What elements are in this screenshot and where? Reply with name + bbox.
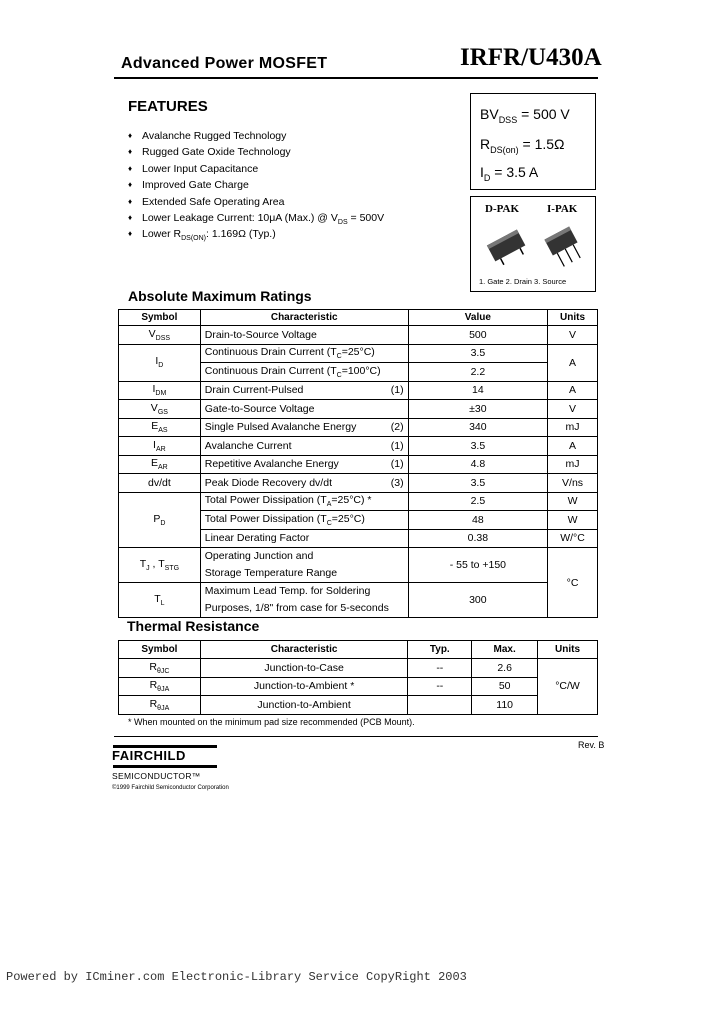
- unit-cell: °C: [548, 548, 598, 618]
- symbol-cell: $P_D$: [119, 492, 201, 548]
- symbol-cell: $V_{GS}$: [119, 400, 201, 419]
- pin-legend: 1. Gate 2. Drain 3. Source: [479, 277, 567, 286]
- thermal-table: [118, 640, 598, 715]
- characteristic-cell: Single Pulsed Avalanche Energy (2): [200, 418, 408, 437]
- table-row: [119, 696, 598, 715]
- characteristic-cell: Avalanche Current (1): [200, 437, 408, 456]
- characteristic-cell: Gate-to-Source Voltage: [200, 400, 408, 419]
- symbol-cell: dv/dt: [119, 474, 201, 493]
- characteristic-cell: Operating Junction and Storage Temperature Range: [200, 548, 408, 583]
- dpak-label: D-PAK: [485, 203, 520, 215]
- characteristic-cell: Drain Current-Pulsed (1): [200, 381, 408, 400]
- abs-max-table: [118, 309, 598, 618]
- table-row: [119, 455, 598, 474]
- characteristic-cell: Junction-to-Ambient *: [200, 677, 408, 696]
- spec-bvdss: $BV_{DSS} = 500$ V: [480, 106, 570, 125]
- value-cell: 3.5: [408, 437, 547, 456]
- value-cell: 3.5: [408, 474, 547, 493]
- table-header-row: [119, 641, 598, 659]
- col-typ: Typ.: [408, 641, 472, 659]
- unit-cell: mJ: [548, 455, 598, 474]
- spec-id: $I_D = 3.5$ A: [480, 164, 539, 183]
- symbol-cell: $I_{DM}$: [119, 381, 201, 400]
- col-symbol: Symbol: [119, 310, 201, 326]
- table-row: [119, 437, 598, 456]
- feature-item: ♦ Lower $R_{DS(ON)}$: 1.169Ω (Typ.): [128, 226, 384, 242]
- col-units: Units: [548, 310, 598, 326]
- ipak-package-icon: [544, 226, 584, 268]
- footer-rule: [114, 736, 598, 737]
- unit-cell: A: [548, 437, 598, 456]
- part-number: IRFR/U430A: [460, 44, 602, 71]
- table-row: [119, 344, 598, 363]
- characteristic-cell: Total Power Dissipation $(T_A=25^\circ C)$ *: [200, 492, 408, 511]
- value-cell: 4.8: [408, 455, 547, 474]
- characteristic-cell: Junction-to-Ambient: [200, 696, 408, 715]
- table-row: [119, 326, 598, 345]
- semiconductor-label: SEMICONDUCTOR™: [112, 771, 201, 781]
- feature-item: ♦ Avalanche Rugged Technology: [128, 128, 384, 144]
- abs-max-title: Absolute Maximum Ratings: [128, 288, 312, 304]
- feature-item: ♦ Improved Gate Charge: [128, 177, 384, 193]
- value-cell: - 55 to +150: [408, 548, 547, 583]
- unit-cell: A: [548, 344, 598, 381]
- copyright: ©1999 Fairchild Semiconductor Corporation: [112, 785, 229, 791]
- feature-item: ♦ Lower Input Capacitance: [128, 161, 384, 177]
- fairchild-logo: FAIRCHILD: [112, 748, 186, 763]
- package-illustration: [477, 219, 589, 275]
- logo-bar-bottom: [113, 765, 217, 768]
- powered-by-footer: Powered by ICminer.com Electronic-Library Service CopyRight 2003: [6, 970, 467, 984]
- characteristic-cell: Total Power Dissipation $(T_C=25^\circ C)$: [200, 511, 408, 530]
- characteristic-cell: Junction-to-Case: [200, 659, 408, 678]
- value-cell: 300: [408, 583, 547, 618]
- table-row: [119, 548, 598, 583]
- col-characteristic: Characteristic: [200, 641, 408, 659]
- characteristic-cell: Peak Diode Recovery dv/dt (3): [200, 474, 408, 493]
- revision: Rev. B: [578, 740, 605, 750]
- unit-cell: V: [548, 326, 598, 345]
- value-cell: 2.5: [408, 492, 547, 511]
- thermal-title: Thermal Resistance: [127, 618, 260, 634]
- spec-rdson: $R_{DS(on)} = 1.5\Omega$: [480, 136, 565, 155]
- symbol-cell: $T_J$ , $T_{STG}$: [119, 548, 201, 583]
- value-cell: 500: [408, 326, 547, 345]
- features-title: FEATURES: [128, 98, 208, 115]
- key-specs-box: [470, 93, 596, 190]
- characteristic-cell: Drain-to-Source Voltage: [200, 326, 408, 345]
- table-header-row: [119, 310, 598, 326]
- max-cell: 110: [472, 696, 538, 715]
- col-characteristic: Characteristic: [200, 310, 408, 326]
- ipak-label: I-PAK: [547, 203, 578, 215]
- table-row: [119, 400, 598, 419]
- doc-category: Advanced Power MOSFET: [121, 55, 328, 72]
- unit-cell: V: [548, 400, 598, 419]
- max-cell: 50: [472, 677, 538, 696]
- value-cell: 340: [408, 418, 547, 437]
- table-row: [119, 677, 598, 696]
- unit-cell: V/ns: [548, 474, 598, 493]
- characteristic-cell: Linear Derating Factor: [200, 529, 408, 548]
- characteristic-cell: Repetitive Avalanche Energy (1): [200, 455, 408, 474]
- value-cell: 48: [408, 511, 547, 530]
- unit-cell: W: [548, 492, 598, 511]
- symbol-cell: $R_{\theta JC}$: [119, 659, 201, 678]
- symbol-cell: $R_{\theta JA}$: [119, 696, 201, 715]
- characteristic-cell: Maximum Lead Temp. for Soldering Purposes, 1/8" from case for 5-seconds: [200, 583, 408, 618]
- typ-cell: [408, 696, 472, 715]
- footnote: * When mounted on the minimum pad size recommended (PCB Mount).: [128, 717, 415, 727]
- table-row: [119, 381, 598, 400]
- typ-cell: --: [408, 677, 472, 696]
- symbol-cell: $T_L$: [119, 583, 201, 618]
- characteristic-cell: Continuous Drain Current $(T_C=100^\circ C)$: [200, 363, 408, 382]
- table-row: [119, 474, 598, 493]
- features-list: [128, 128, 384, 243]
- col-units: Units: [538, 641, 598, 659]
- header-rule: [114, 77, 598, 79]
- feature-item: ♦ Lower Leakage Current: 10μA (Max.) @ $V_{DS} = 500V$: [128, 210, 384, 226]
- col-value: Value: [408, 310, 547, 326]
- value-cell: 3.5: [408, 344, 547, 363]
- value-cell: 2.2: [408, 363, 547, 382]
- symbol-cell: $I_D$: [119, 344, 201, 381]
- col-max: Max.: [472, 641, 538, 659]
- max-cell: 2.6: [472, 659, 538, 678]
- unit-cell: W: [548, 511, 598, 530]
- table-row: [119, 492, 598, 511]
- table-row: [119, 418, 598, 437]
- unit-cell: mJ: [548, 418, 598, 437]
- feature-item: ♦ Extended Safe Operating Area: [128, 194, 384, 210]
- typ-cell: --: [408, 659, 472, 678]
- characteristic-cell: Continuous Drain Current $(T_C=25^\circ C)$: [200, 344, 408, 363]
- feature-item: ♦ Rugged Gate Oxide Technology: [128, 144, 384, 160]
- symbol-cell: $E_{AS}$: [119, 418, 201, 437]
- value-cell: ±30: [408, 400, 547, 419]
- table-row: [119, 659, 598, 678]
- package-box: [470, 196, 596, 292]
- unit-cell: A: [548, 381, 598, 400]
- unit-cell: W/°C: [548, 529, 598, 548]
- dpak-package-icon: [487, 230, 529, 268]
- symbol-cell: $R_{\theta JA}$: [119, 677, 201, 696]
- symbol-cell: $E_{AR}$: [119, 455, 201, 474]
- unit-cell: °C/W: [538, 659, 598, 715]
- symbol-cell: $I_{AR}$: [119, 437, 201, 456]
- symbol-cell: $V_{DSS}$: [119, 326, 201, 345]
- table-row: [119, 583, 598, 618]
- value-cell: 0.38: [408, 529, 547, 548]
- value-cell: 14: [408, 381, 547, 400]
- col-symbol: Symbol: [119, 641, 201, 659]
